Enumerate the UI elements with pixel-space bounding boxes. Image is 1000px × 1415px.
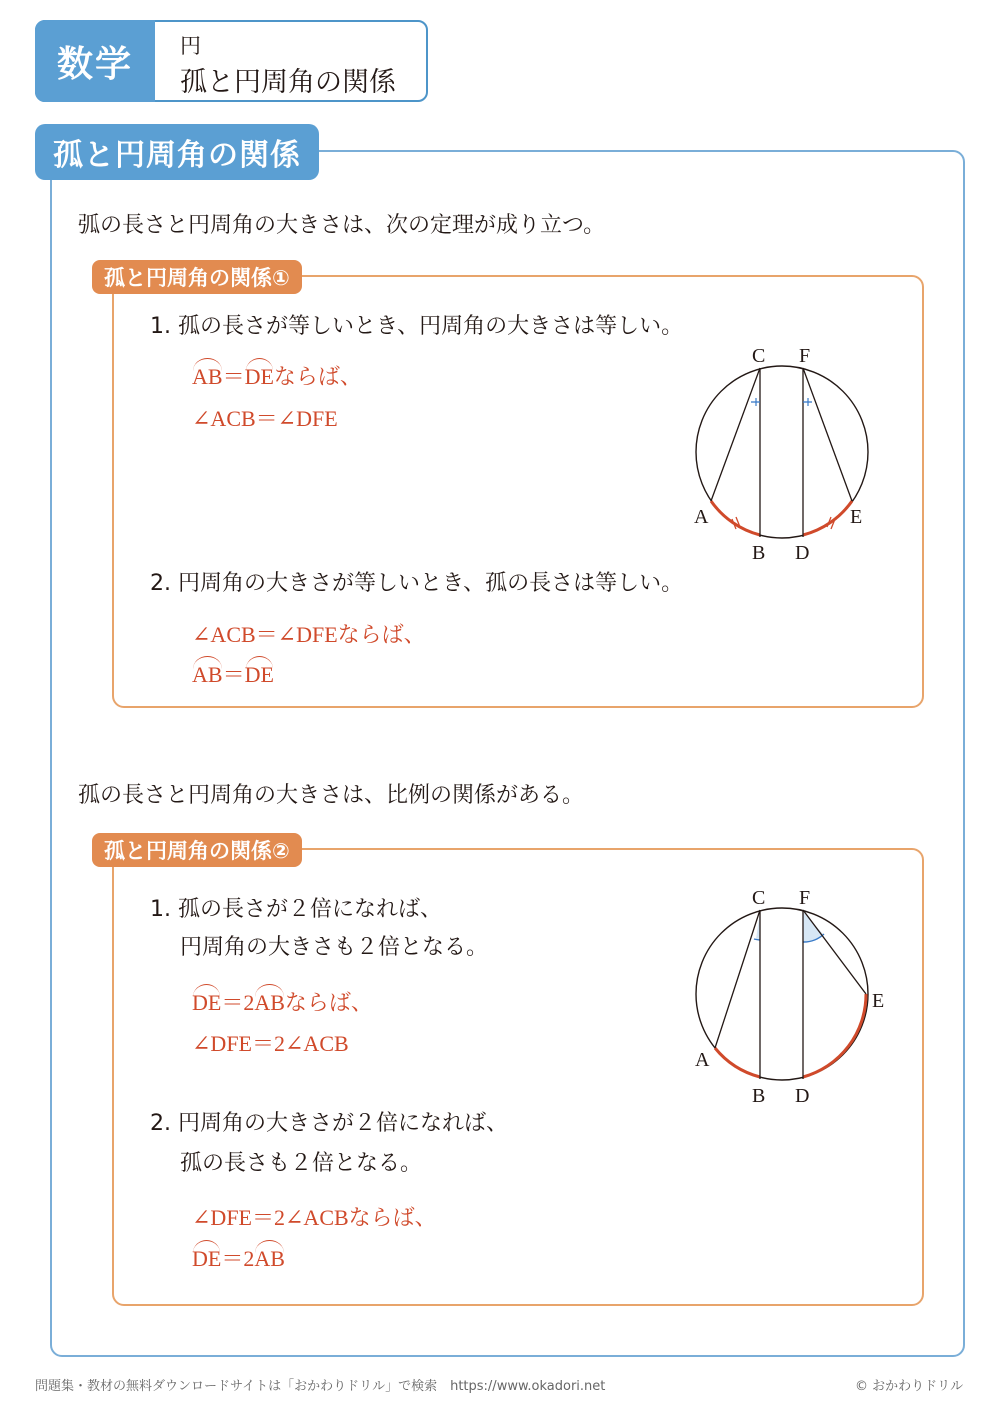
figure-equal-arcs	[680, 340, 900, 570]
angle-c-mark	[754, 939, 760, 940]
arc-ab-mark	[715, 1048, 760, 1077]
intro-text-2: 孤の長さと円周角の大きさは、比例の関係がある。	[78, 783, 585, 808]
arc-ab: AB	[254, 990, 285, 1015]
box2-item1-statement-line2: 円周角の大きさも２倍となる。	[180, 935, 489, 960]
box2-item1-statement-line1: 1. 孤の長さが２倍になれば、	[150, 897, 442, 922]
box2-item1-condition	[192, 986, 373, 1017]
arc-ab-mark	[711, 501, 760, 535]
label-c: C	[752, 345, 766, 367]
theorem-box-1-title: 孤と円周角の関係①	[92, 260, 302, 294]
equals: ＝	[222, 662, 245, 687]
label-e: E	[850, 506, 863, 528]
unit-label: 円	[180, 34, 201, 58]
box2-item2-statement-line1: 2. 円周角の大きさが２倍になれば、	[150, 1111, 508, 1136]
label-b: B	[752, 542, 766, 564]
box1-item1-result: ∠ACB＝∠DFE	[192, 406, 338, 431]
condition-suffix: ならば、	[284, 991, 373, 1016]
condition-suffix: ならば、	[273, 365, 362, 390]
box2-item1-result: ∠DFE＝2∠ACB	[192, 1031, 349, 1056]
arc-de-mark	[803, 994, 866, 1077]
footer-copyright: © おかわりドリル	[855, 1379, 964, 1394]
arc-ab: AB	[192, 662, 223, 687]
intro-text-1: 弧の長さと円周角の大きさは、次の定理が成り立つ。	[78, 213, 606, 238]
equals: ＝	[222, 364, 245, 389]
equals-two: ＝2	[221, 990, 255, 1015]
section-title: 孤と円周角の関係	[35, 124, 319, 180]
box1-item1-condition	[192, 360, 362, 391]
arc-de: DE	[192, 990, 222, 1015]
arc-de: DE	[192, 1246, 222, 1271]
label-e: E	[872, 990, 885, 1012]
page-title: 孤と円周角の関係	[180, 67, 396, 98]
arc-ab: AB	[254, 1246, 285, 1271]
box1-item1-statement: 1. 孤の長さが等しいとき、円周角の大きさは等しい。	[150, 314, 684, 339]
label-d: D	[795, 542, 810, 564]
box1-item2-result	[192, 658, 274, 689]
arc-de: DE	[244, 662, 274, 687]
label-f: F	[799, 345, 811, 367]
arc-de-mark	[803, 501, 852, 535]
label-b: B	[752, 1085, 766, 1107]
equals-two: ＝2	[221, 1246, 255, 1271]
chord-fe	[803, 368, 852, 501]
subject-tag: 数学	[35, 20, 155, 102]
box1-item2-condition: ∠ACB＝∠DFEならば、	[192, 622, 426, 647]
label-c: C	[752, 887, 766, 909]
label-a: A	[694, 506, 709, 528]
arc-ab: AB	[192, 364, 223, 389]
box1-item2-statement: 2. 円周角の大きさが等しいとき、孤の長さは等しい。	[150, 571, 684, 596]
figure-double-arc	[680, 882, 900, 1112]
footer-text: 問題集・教材の無料ダウンロードサイトは「おかわりドリル」で検索 https://www.okadori.net	[35, 1379, 606, 1394]
label-d: D	[795, 1085, 810, 1107]
label-f: F	[799, 887, 811, 909]
box2-item2-statement-line2: 孤の長さも２倍となる。	[180, 1151, 423, 1176]
box2-item2-result	[192, 1242, 285, 1273]
chord-ca	[715, 910, 760, 1048]
theorem-box-2-title: 孤と円周角の関係②	[92, 833, 302, 867]
arc-de: DE	[244, 364, 274, 389]
label-a: A	[695, 1049, 710, 1071]
box2-item2-condition: ∠DFE＝2∠ACBならば、	[192, 1205, 437, 1230]
chord-ca	[711, 368, 760, 501]
